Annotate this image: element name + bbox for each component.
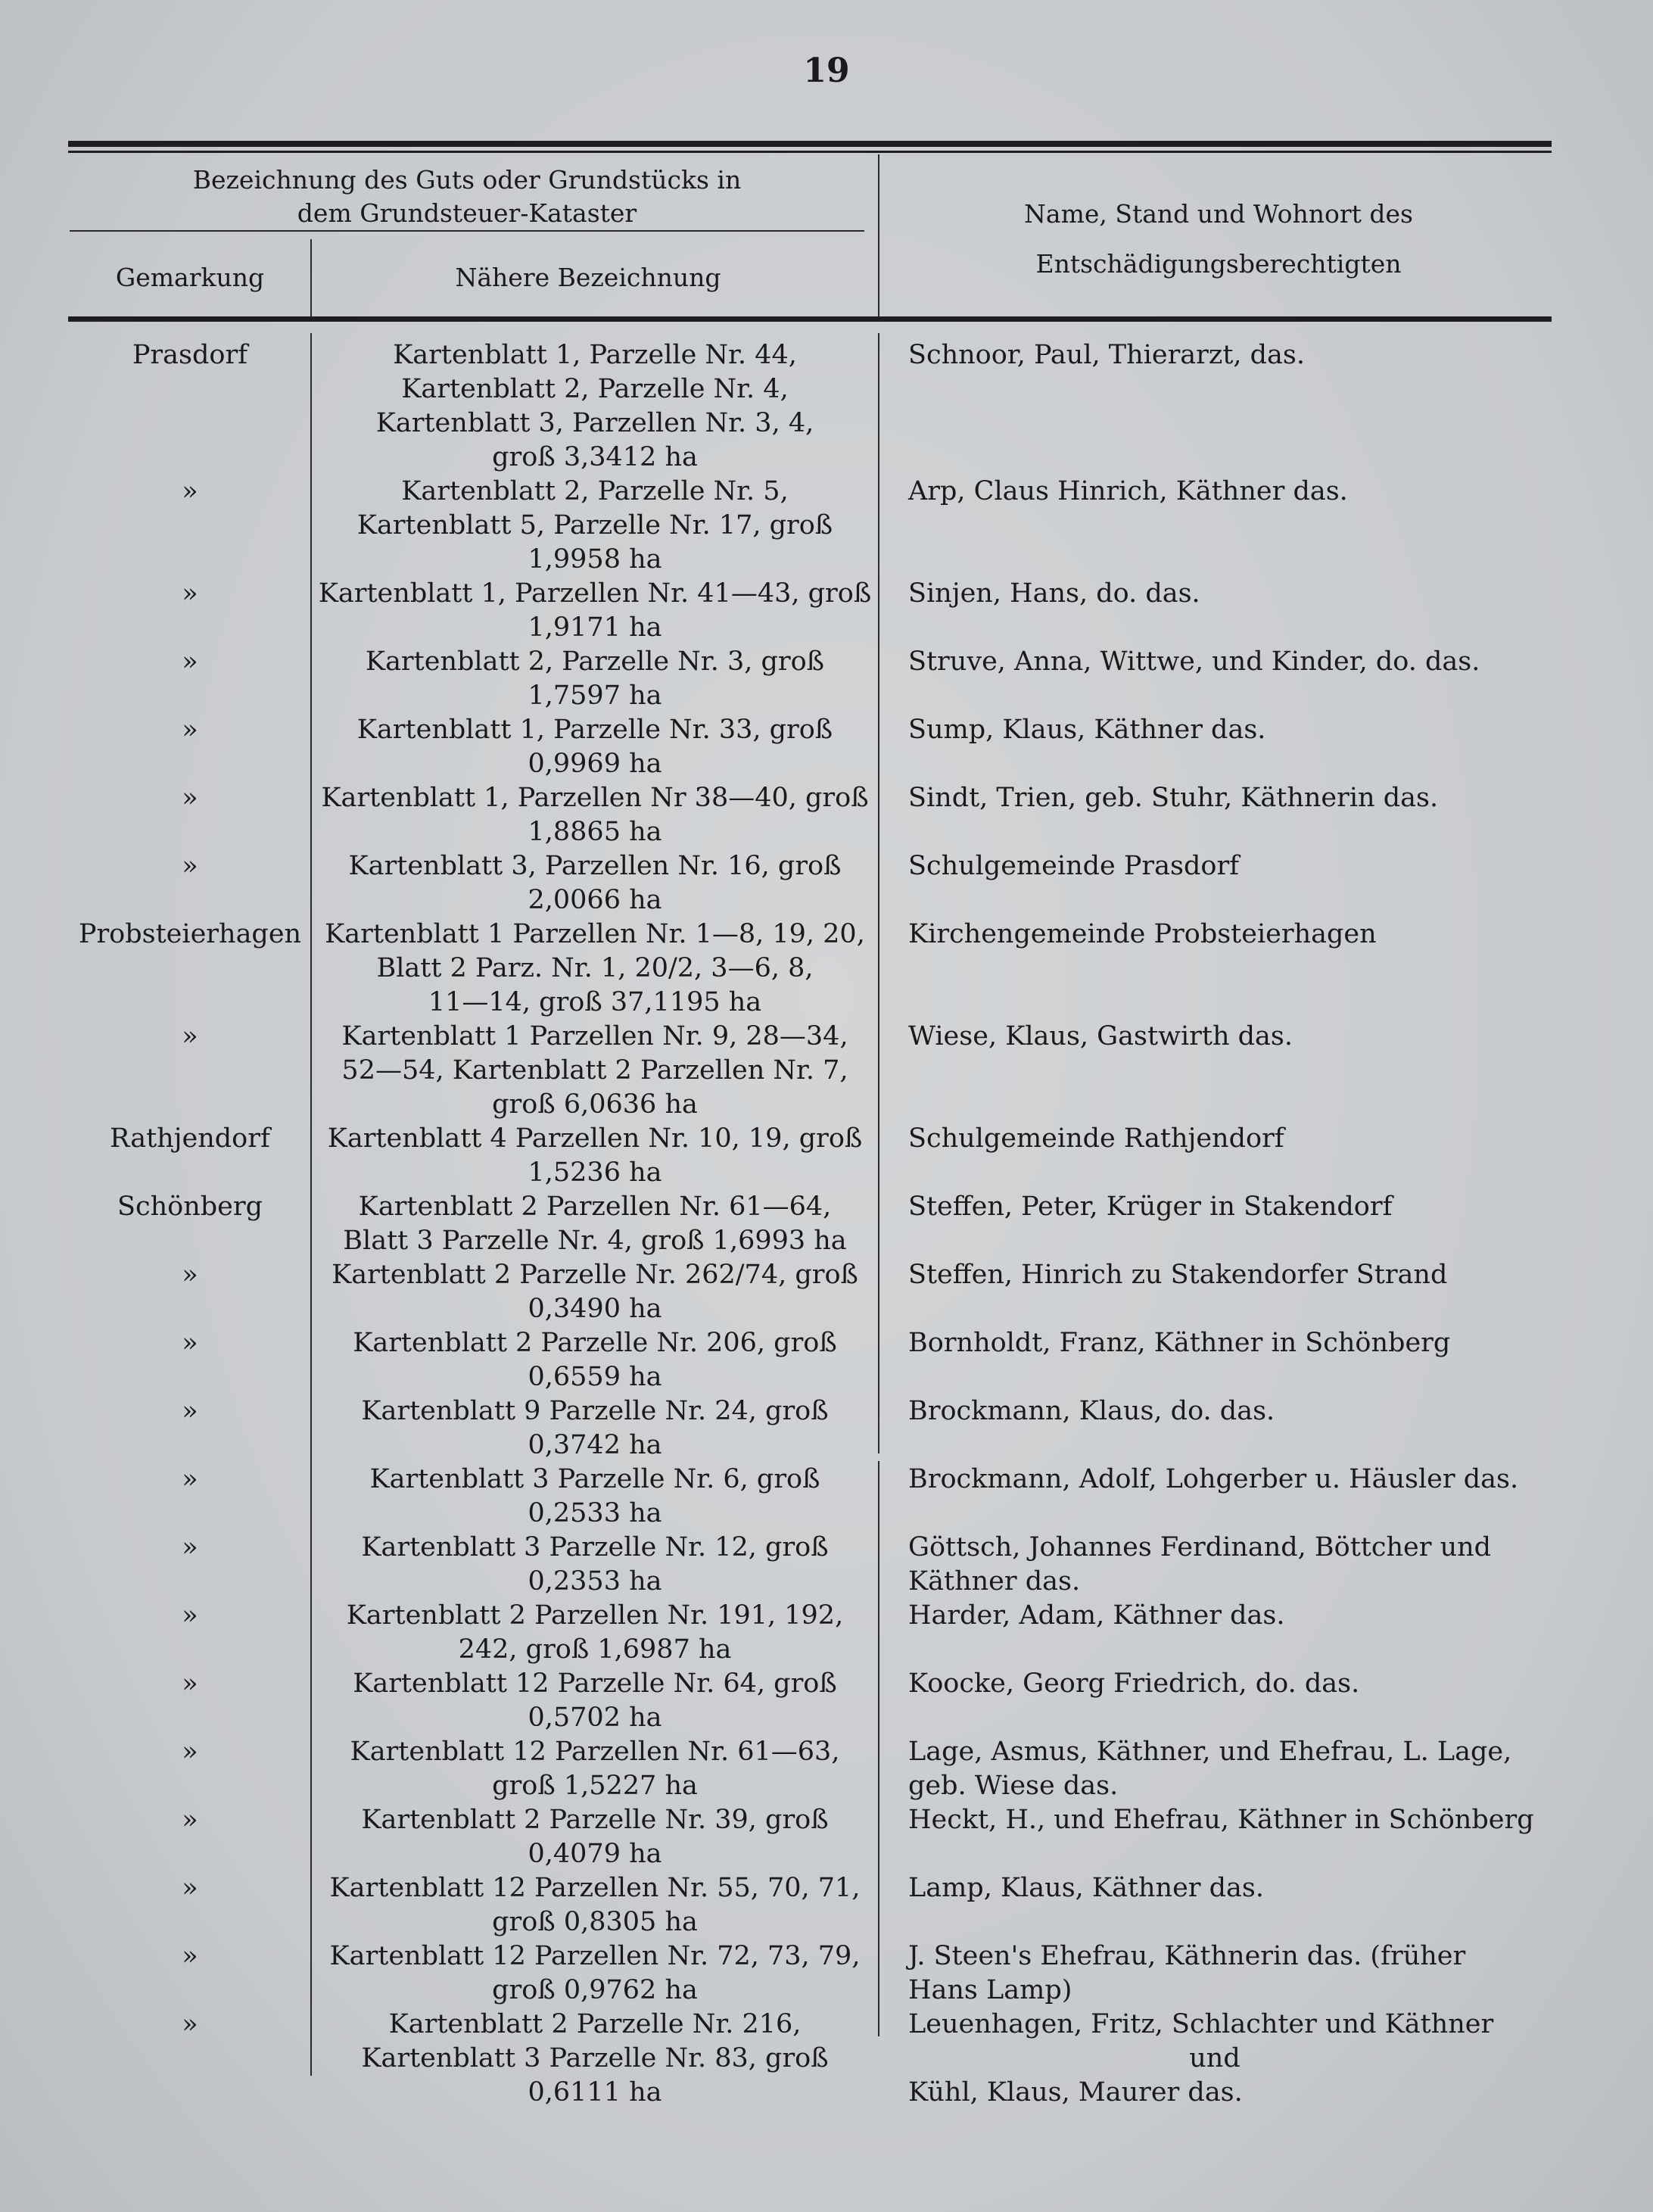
- cell-naehere-bezeichnung: [312, 918, 878, 1020]
- cell-gemarkung: »: [182, 1464, 198, 1494]
- cell-name-stand-wohnort: [908, 1871, 1567, 1905]
- name-line: Kühl, Klaus, Maurer das.: [908, 2077, 1243, 2108]
- desc-line: Kartenblatt 2 Parzelle Nr. 262/74, groß: [332, 1260, 858, 1290]
- desc-line: Kartenblatt 3, Parzellen Nr. 3, 4,: [375, 408, 814, 438]
- header-naehere-bezeichnung: Nähere Bezeichnung: [455, 263, 721, 292]
- cell-gemarkung: »: [182, 578, 198, 609]
- name-line: geb. Wiese das.: [908, 1771, 1119, 1801]
- desc-line: 0,4079 ha: [528, 1839, 662, 1869]
- desc-line: Kartenblatt 1 Parzellen Nr. 1—8, 19, 20,: [325, 919, 865, 949]
- desc-line: groß 3,3412 ha: [492, 442, 698, 472]
- desc-line: Kartenblatt 1, Parzelle Nr. 33, groß: [356, 715, 833, 745]
- cell-naehere-bezeichnung: [312, 2008, 878, 2110]
- cell-name-stand-wohnort: [908, 1463, 1567, 1497]
- desc-line: Kartenblatt 9 Parzelle Nr. 24, groß: [361, 1396, 829, 1426]
- cell-name-stand-wohnort: [908, 645, 1567, 679]
- cell-naehere-bezeichnung: [312, 1258, 878, 1326]
- cell-naehere-bezeichnung: [312, 577, 878, 645]
- cell-gemarkung: »: [182, 1737, 198, 1767]
- desc-line: 0,3490 ha: [528, 1294, 662, 1324]
- cell-gemarkung: »: [182, 476, 198, 506]
- name-line: Leuenhagen, Fritz, Schlachter und Käthner: [908, 2009, 1494, 2039]
- desc-line: Kartenblatt 12 Parzelle Nr. 64, groß: [353, 1668, 837, 1699]
- desc-line: groß 6,0636 ha: [492, 1089, 698, 1120]
- desc-line: 1,5236 ha: [528, 1157, 662, 1188]
- cell-naehere-bezeichnung: [312, 1463, 878, 1531]
- desc-line: 242, groß 1,6987 ha: [458, 1634, 732, 1665]
- cell-name-stand-wohnort: [908, 1258, 1567, 1292]
- header-name-line2: Entschädigungsberechtigten: [1035, 249, 1402, 279]
- cell-name-stand-wohnort: [908, 1531, 1567, 1599]
- desc-line: 1,9171 ha: [528, 612, 662, 643]
- cell-naehere-bezeichnung: [312, 475, 878, 577]
- desc-line: 11—14, groß 37,1195 ha: [428, 987, 762, 1017]
- name-line: Lamp, Klaus, Käthner das.: [908, 1873, 1265, 1903]
- desc-line: Kartenblatt 3 Parzelle Nr. 6, groß: [369, 1464, 820, 1494]
- cell-gemarkung: »: [182, 1260, 198, 1290]
- desc-line: 0,9969 ha: [528, 749, 662, 779]
- desc-line: 1,8865 ha: [528, 817, 662, 847]
- desc-line: 0,5702 ha: [528, 1703, 662, 1733]
- cell-name-stand-wohnort: [908, 1190, 1567, 1224]
- cell-name-stand-wohnort: [908, 713, 1567, 747]
- desc-line: 0,6559 ha: [528, 1362, 662, 1392]
- desc-line: 2,0066 ha: [528, 885, 662, 915]
- cell-naehere-bezeichnung: [312, 1599, 878, 1667]
- desc-line: 0,2353 ha: [528, 1566, 662, 1597]
- desc-line: Kartenblatt 2, Parzelle Nr. 4,: [401, 374, 789, 404]
- cell-gemarkung: »: [182, 1600, 198, 1631]
- header-gemarkung: Gemarkung: [115, 263, 265, 292]
- desc-line: Kartenblatt 5, Parzelle Nr. 17, groß: [356, 510, 833, 541]
- cell-naehere-bezeichnung: [312, 1326, 878, 1394]
- cell-naehere-bezeichnung: [312, 781, 878, 849]
- desc-line: Kartenblatt 3, Parzellen Nr. 16, groß: [348, 851, 842, 881]
- cell-name-stand-wohnort: [908, 1394, 1567, 1428]
- name-line: Schulgemeinde Rathjendorf: [908, 1123, 1284, 1154]
- cell-name-stand-wohnort: [908, 338, 1567, 372]
- desc-line: Kartenblatt 1 Parzellen Nr. 9, 28—34,: [341, 1021, 848, 1051]
- cell-gemarkung: »: [182, 1941, 198, 1971]
- cell-gemarkung: »: [182, 1668, 198, 1699]
- name-line: und: [1189, 2043, 1241, 2073]
- name-line: Wiese, Klaus, Gastwirth das.: [908, 1021, 1293, 1051]
- cell-gemarkung: »: [182, 1532, 198, 1562]
- desc-line: Blatt 2 Parz. Nr. 1, 20/2, 3—6, 8,: [376, 953, 814, 983]
- cell-gemarkung: Probsteierhagen: [78, 919, 302, 949]
- header-name-line1: Name, Stand und Wohnort des: [1024, 199, 1413, 229]
- desc-line: Kartenblatt 2 Parzelle Nr. 39, groß: [361, 1805, 829, 1835]
- name-line: Heckt, H., und Ehefrau, Käthner in Schönberg: [908, 1805, 1534, 1835]
- cell-gemarkung: »: [182, 1328, 198, 1358]
- desc-line: Kartenblatt 3 Parzelle Nr. 83, groß: [361, 2043, 829, 2073]
- cell-gemarkung: Prasdorf: [132, 340, 248, 370]
- desc-line: Kartenblatt 1, Parzelle Nr. 44,: [393, 340, 797, 370]
- desc-line: groß 0,9762 ha: [492, 1975, 698, 2005]
- cell-name-stand-wohnort: [908, 1122, 1567, 1156]
- desc-line: groß 1,5227 ha: [492, 1771, 698, 1801]
- cell-naehere-bezeichnung: [312, 1871, 878, 1939]
- cell-gemarkung: »: [182, 1396, 198, 1426]
- cell-gemarkung: »: [182, 646, 198, 677]
- cell-name-stand-wohnort: [908, 1599, 1567, 1633]
- cell-naehere-bezeichnung: [312, 645, 878, 713]
- cell-gemarkung: »: [182, 2009, 198, 2039]
- cell-naehere-bezeichnung: [312, 1531, 878, 1599]
- cell-name-stand-wohnort: [908, 475, 1567, 509]
- name-line: J. Steen's Ehefrau, Käthnerin das. (früher: [908, 1941, 1466, 1971]
- desc-line: 52—54, Kartenblatt 2 Parzellen Nr. 7,: [341, 1055, 848, 1086]
- cell-name-stand-wohnort: [908, 1020, 1567, 1054]
- name-line: Arp, Claus Hinrich, Käthner das.: [908, 476, 1348, 506]
- desc-line: Kartenblatt 2 Parzelle Nr. 206, groß: [353, 1328, 837, 1358]
- cell-naehere-bezeichnung: [312, 1667, 878, 1735]
- cell-name-stand-wohnort: [908, 577, 1567, 611]
- desc-line: Kartenblatt 2 Parzellen Nr. 61—64,: [358, 1192, 832, 1222]
- cell-naehere-bezeichnung: [312, 1190, 878, 1258]
- desc-line: 1,9958 ha: [528, 544, 662, 575]
- cell-name-stand-wohnort: [908, 849, 1567, 883]
- desc-line: 1,7597 ha: [528, 681, 662, 711]
- cell-name-stand-wohnort: [908, 1939, 1567, 2008]
- cell-naehere-bezeichnung: [312, 849, 878, 918]
- desc-line: Kartenblatt 2, Parzelle Nr. 5,: [401, 476, 789, 506]
- name-line: Brockmann, Adolf, Lohgerber u. Häusler das.: [908, 1464, 1519, 1494]
- cell-gemarkung: Schönberg: [117, 1192, 263, 1222]
- cell-gemarkung: »: [182, 783, 198, 813]
- desc-line: 0,2533 ha: [528, 1498, 662, 1528]
- cell-gemarkung: »: [182, 1021, 198, 1051]
- cell-name-stand-wohnort: [908, 781, 1567, 815]
- header-group-line1: Bezeichnung des Guts oder Grundstücks in: [192, 165, 742, 195]
- desc-line: Kartenblatt 2 Parzelle Nr. 216,: [388, 2009, 802, 2039]
- cell-name-stand-wohnort: [908, 2008, 1567, 2110]
- cell-name-stand-wohnort: [908, 1803, 1567, 1837]
- name-line: Struve, Anna, Wittwe, und Kinder, do. das.: [908, 646, 1480, 677]
- name-line: Schulgemeinde Prasdorf: [908, 851, 1240, 881]
- desc-line: Kartenblatt 2, Parzelle Nr. 3, groß: [365, 646, 825, 677]
- cell-naehere-bezeichnung: [312, 1803, 878, 1871]
- cell-gemarkung: »: [182, 1805, 198, 1835]
- desc-line: 0,3742 ha: [528, 1430, 662, 1460]
- cell-naehere-bezeichnung: [312, 1394, 878, 1463]
- desc-line: Kartenblatt 12 Parzellen Nr. 61—63,: [350, 1737, 840, 1767]
- name-line: Sinjen, Hans, do. das.: [908, 578, 1200, 609]
- name-line: Göttsch, Johannes Ferdinand, Böttcher und: [908, 1532, 1492, 1562]
- desc-line: Kartenblatt 3 Parzelle Nr. 12, groß: [361, 1532, 829, 1562]
- desc-line: Kartenblatt 1, Parzellen Nr 38—40, groß: [321, 783, 869, 813]
- name-line: Bornholdt, Franz, Käthner in Schönberg: [908, 1328, 1451, 1358]
- desc-line: Kartenblatt 2 Parzellen Nr. 191, 192,: [346, 1600, 844, 1631]
- header-group-line2: dem Grundsteuer-Kataster: [297, 198, 637, 228]
- page-number: 19: [803, 51, 850, 90]
- cell-name-stand-wohnort: [908, 918, 1567, 952]
- cell-name-stand-wohnort: [908, 1735, 1567, 1803]
- cell-name-stand-wohnort: [908, 1667, 1567, 1701]
- name-line: Brockmann, Klaus, do. das.: [908, 1396, 1275, 1426]
- cell-naehere-bezeichnung: [312, 338, 878, 475]
- name-line: Steffen, Hinrich zu Stakendorfer Strand: [908, 1260, 1448, 1290]
- name-line: Lage, Asmus, Käthner, und Ehefrau, L. Lage,: [908, 1737, 1512, 1767]
- cell-naehere-bezeichnung: [312, 713, 878, 781]
- cell-gemarkung: »: [182, 851, 198, 881]
- desc-line: Kartenblatt 4 Parzellen Nr. 10, 19, groß: [327, 1123, 863, 1154]
- cell-name-stand-wohnort: [908, 1326, 1567, 1360]
- desc-line: Blatt 3 Parzelle Nr. 4, groß 1,6993 ha: [343, 1226, 847, 1256]
- desc-line: Kartenblatt 1, Parzellen Nr. 41—43, groß: [318, 578, 872, 609]
- cell-naehere-bezeichnung: [312, 1939, 878, 2008]
- name-line: Harder, Adam, Käthner das.: [908, 1600, 1285, 1631]
- desc-line: groß 0,8305 ha: [492, 1907, 698, 1937]
- desc-line: Kartenblatt 12 Parzellen Nr. 72, 73, 79,: [329, 1941, 861, 1971]
- name-line: Hans Lamp): [908, 1975, 1072, 2005]
- name-line: Steffen, Peter, Krüger in Stakendorf: [908, 1192, 1393, 1222]
- name-line: Schnoor, Paul, Thierarzt, das.: [908, 340, 1306, 370]
- name-line: Sump, Klaus, Käthner das.: [908, 715, 1266, 745]
- cell-naehere-bezeichnung: [312, 1735, 878, 1803]
- cell-gemarkung: Rathjendorf: [110, 1123, 270, 1154]
- name-line: Kirchengemeinde Probsteierhagen: [908, 919, 1377, 949]
- name-line: Sindt, Trien, geb. Stuhr, Käthnerin das.: [908, 783, 1439, 813]
- cell-naehere-bezeichnung: [312, 1122, 878, 1190]
- cell-gemarkung: »: [182, 715, 198, 745]
- desc-line: 0,6111 ha: [528, 2077, 662, 2108]
- desc-line: Kartenblatt 12 Parzellen Nr. 55, 70, 71,: [329, 1873, 861, 1903]
- cell-gemarkung: »: [182, 1873, 198, 1903]
- cell-naehere-bezeichnung: [312, 1020, 878, 1122]
- name-line: Käthner das.: [908, 1566, 1081, 1597]
- name-line: Koocke, Georg Friedrich, do. das.: [908, 1668, 1360, 1699]
